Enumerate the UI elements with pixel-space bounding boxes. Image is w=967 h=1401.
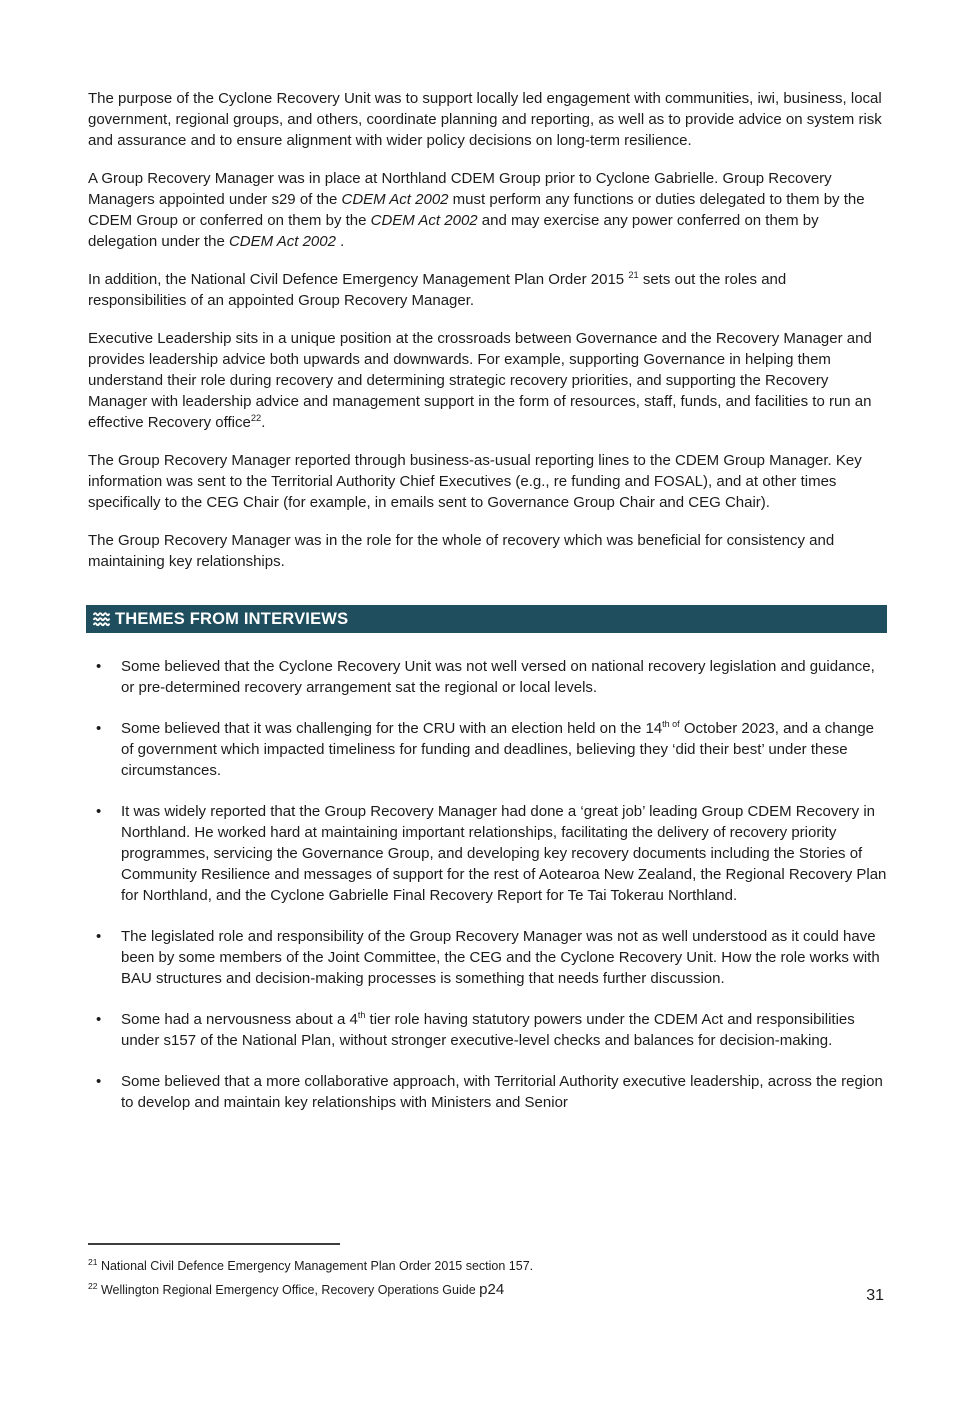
document-content [88, 88, 887, 1133]
themes-bullet-list [88, 656, 887, 1113]
text-run: tier role having statutory powers under the CDEM Act and responsibilities under s157 of the National Plan, without stronger executive-level checks and balances for decision-making. [121, 1011, 855, 1049]
text-run: CDEM Act 2002 [341, 191, 449, 208]
text-run: p24 [479, 1281, 505, 1298]
footnote-area [88, 1243, 887, 1302]
superscript-run: th of [662, 719, 680, 729]
text-run: In addition, the National Civil Defence Emergency Management Plan Order 2015 [88, 271, 629, 288]
text-run: CDEM Act 2002 [370, 212, 478, 229]
footnote [88, 1255, 887, 1278]
text-run: and may exercise any power conferred on them by delegation under the [88, 212, 819, 250]
text-run: . [261, 414, 266, 431]
bullet-marker: • [96, 803, 102, 820]
bullet-item [88, 718, 887, 781]
page-number: 31 [866, 1287, 884, 1304]
text-run: Some had a nervousness about a 4 [121, 1011, 358, 1028]
bullet-marker: • [96, 1073, 102, 1090]
bullet-item [88, 1071, 887, 1113]
bullet-item [88, 801, 887, 906]
paragraph [88, 168, 887, 252]
bullet-text [121, 1009, 887, 1051]
footnotes [88, 1255, 887, 1302]
text-run: The Group Recovery Manager reported through business-as-usual reporting lines to the CDEM Group Manager. Key information was sent to the Territorial Authority Chief Executives (e.g., re funding and FOSAL), and at other times specifically to the CEG Chair (for example, in emails sent to Governance Group Chair and CEG Chair). [88, 452, 862, 511]
text-run: Wellington Regional Emergency Office, Recovery Operations Guide [97, 1283, 480, 1297]
paragraph [88, 530, 887, 572]
waves-icon [93, 611, 114, 628]
intro-paragraphs [88, 88, 887, 572]
section-header-bar [86, 605, 887, 633]
text-run: Some believed that the Cyclone Recovery Unit was not well versed on national recovery legislation and guidance, or pre-determined recovery arrangement sat the regional or local levels. [121, 658, 875, 696]
text-run: A Group Recovery Manager was in place at Northland CDEM Group prior to Cyclone Gabrielle. Group Recovery Managers appointed under s29 of the [88, 170, 832, 208]
section-header-label: THEMES FROM INTERVIEWS [115, 609, 349, 628]
text-run: The legislated role and responsibility of the Group Recovery Manager was not as well understood as it could have been by some members of the Joint Committee, the CEG and the Cyclone Recovery Unit. How the role works with BAU structures and decision-making processes is something that needs further discussion. [121, 928, 880, 987]
paragraph [88, 328, 887, 433]
bullet-marker: • [96, 1011, 102, 1028]
bullet-marker: • [96, 928, 102, 945]
text-run: It was widely reported that the Group Recovery Manager had done a ‘great job’ leading Group CDEM Recovery in Northland. He worked hard at maintaining important relationships, facilitating the delivery of recovery priority programmes, servicing the Governance Group, and developing key recovery documents including the Stories of Community Resilience and messages of support for the rest of Aotearoa New Zealand, the Regional Recovery Plan for Northland, and the Cyclone Gabrielle Final Recovery Report for Te Tai Tokerau Northland. [121, 803, 887, 904]
superscript-run: 22 [88, 1280, 98, 1291]
text-run: sets out the roles and responsibilities of an appointed Group Recovery Manager. [88, 271, 787, 309]
bullet-text [121, 1071, 887, 1113]
bullet-item [88, 656, 887, 698]
bullet-marker: • [96, 720, 102, 737]
text-run: The Group Recovery Manager was in the role for the whole of recovery which was beneficial for consistency and maintaining key relationships. [88, 532, 835, 570]
bullet-marker: • [96, 658, 102, 675]
bullet-text [121, 801, 887, 906]
footnote-separator [88, 1243, 340, 1245]
text-run: CDEM Act 2002 [228, 233, 336, 250]
superscript-run: 21 [628, 270, 639, 280]
bullet-text [121, 656, 887, 698]
paragraph [88, 450, 887, 513]
bullet-text [121, 718, 887, 781]
text-run: Some believed that it was challenging for the CRU with an election held on the 14 [121, 720, 663, 737]
superscript-run: 22 [250, 413, 262, 423]
text-run: . [335, 233, 345, 250]
superscript-run: th [357, 1010, 366, 1020]
bullet-text [121, 926, 887, 989]
paragraph [88, 269, 887, 311]
text-run: National Civil Defence Emergency Management Plan Order 2015 section 157. [97, 1259, 534, 1273]
text-run: Some believed that a more collaborative approach, with Territorial Authority executive leadership, across the region to develop and maintain key relationships with Ministers and Senior [121, 1073, 883, 1111]
text-run: October 2023, and a change of government which impacted timeliness for funding and deadlines, believing they ‘did their best’ under these circumstances. [121, 720, 874, 779]
footnote [88, 1278, 887, 1302]
text-run: Executive Leadership sits in a unique position at the crossroads between Governance and the Recovery Manager and provides leadership advice both upwards and downwards. For example, supporting Governance in helping them understand their role during recovery and determining strategic recovery priorities, and supporting the Recovery Manager with leadership advice and management support in the form of resources, staff, funds, and facilities to run an effective Recovery office [88, 330, 872, 431]
bullet-item [88, 926, 887, 989]
superscript-run: 21 [88, 1256, 98, 1267]
bullet-item [88, 1009, 887, 1051]
paragraph [88, 88, 887, 151]
text-run: The purpose of the Cyclone Recovery Unit was to support locally led engagement with communities, iwi, business, local government, regional groups, and others, coordinate planning and reporting, as well as to provide advice on system risk and assurance and to ensure alignment with wider policy decisions on long-term resilience. [88, 90, 882, 149]
text-run: must perform any functions or duties delegated to them by the CDEM Group or conferred on them by the [88, 191, 865, 229]
